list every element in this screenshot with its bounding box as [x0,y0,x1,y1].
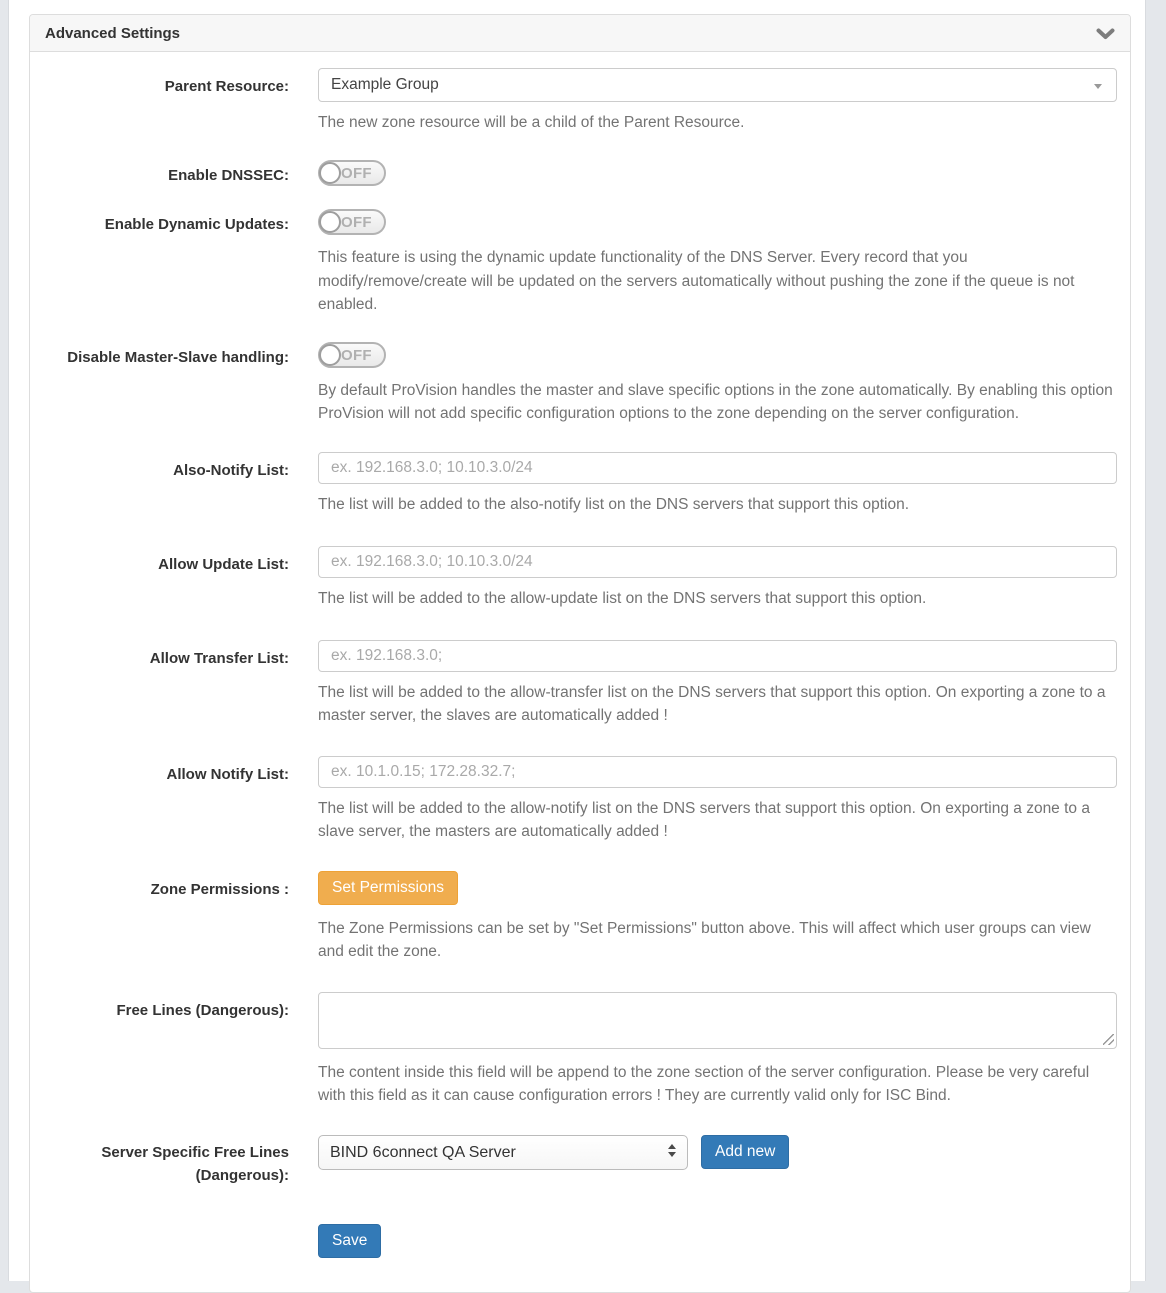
enable-dnssec-toggle-state: OFF [341,164,372,182]
disable-master-slave-toggle[interactable] [318,342,386,368]
content-sheet [8,0,1146,1281]
field-row-server-specific-free-lines [30,1135,1130,1188]
parent-resource-selected-value: Example Group [331,76,439,93]
zone-permissions-label: Zone Permissions : [150,881,289,898]
disable-master-slave-toggle-state: OFF [341,346,372,364]
toggle-knob-icon [319,344,341,366]
save-button[interactable]: Save [318,1224,381,1258]
allow-update-label: Allow Update List: [158,555,289,573]
free-lines-textarea[interactable] [318,992,1117,1049]
field-row-disable-master-slave [30,342,1130,426]
server-specific-select[interactable] [318,1135,688,1170]
allow-update-help: The list will be added to the allow-update list on the DNS servers that support this option. [318,589,927,607]
enable-dnssec-label: Enable DNSSEC: [168,167,289,185]
allow-transfer-help: The list will be added to the allow-transfer list on the DNS servers that support this option. On exporting a zone to a master server, the slaves are automatically added ! [318,684,1106,725]
field-row-allow-notify [30,756,1130,844]
also-notify-help: The list will be added to the also-notify list on the DNS servers that support this option. [318,495,910,513]
enable-dynamic-updates-label: Enable Dynamic Updates: [104,216,289,234]
panel-title: Advanced Settings [45,25,181,42]
add-new-button[interactable]: Add new [701,1135,789,1169]
dropdown-arrow-icon [1094,84,1102,89]
field-row-enable-dnssec [30,160,1130,189]
enable-dynamic-updates-toggle[interactable] [318,209,386,235]
also-notify-input[interactable] [318,452,1117,484]
disable-master-slave-label: Disable Master-Slave handling: [67,349,289,366]
save-row [30,1224,1130,1258]
allow-transfer-input[interactable] [318,640,1117,672]
allow-update-input[interactable] [318,546,1117,578]
field-row-parent-resource [30,68,1130,134]
free-lines-help: The content inside this field will be append to the zone section of the server configuration. Please be very careful with this field as it can cause configuration errors ! They are currently valid only for ISC Bind. [318,1063,1090,1104]
panel-header[interactable] [30,15,1130,52]
enable-dynamic-updates-help: This feature is using the dynamic update functionality of the DNS Server. Every record that you modify/remove/create will be updated on the servers automatically without pushing the zone if the queue is not enabled. [318,249,1075,313]
save-row-spacer [30,1224,318,1258]
parent-resource-label: Parent Resource: [164,78,289,95]
zone-permissions-help: The Zone Permissions can be set by "Set Permissions" button above. This will affect which user groups can view and edit the zone. [318,920,1091,961]
parent-resource-help: The new zone resource will be a child of the Parent Resource. [318,114,745,131]
parent-resource-dropdown[interactable] [318,68,1117,102]
toggle-knob-icon [319,211,341,233]
panel-body [30,52,1130,1292]
set-permissions-button[interactable]: Set Permissions [318,871,458,905]
field-row-also-notify [30,452,1130,516]
also-notify-label: Also-Notify List: [173,461,289,479]
enable-dnssec-toggle[interactable] [318,160,386,186]
server-specific-free-lines-label: Server Specific Free Lines (Dangerous): [101,1144,289,1185]
enable-dynamic-updates-toggle-state: OFF [341,213,372,231]
allow-notify-input[interactable] [318,756,1117,788]
allow-transfer-label: Allow Transfer List: [149,650,289,667]
toggle-knob-icon [319,162,341,184]
chevron-down-icon[interactable] [1096,28,1115,40]
field-row-allow-transfer [30,640,1130,728]
free-lines-label: Free Lines (Dangerous): [116,1001,289,1019]
field-row-allow-update [30,546,1130,610]
field-row-free-lines [30,992,1130,1108]
advanced-settings-panel [29,14,1131,1293]
field-row-zone-permissions [30,871,1130,964]
allow-notify-label: Allow Notify List: [166,765,289,783]
disable-master-slave-help: By default ProVision handles the master and slave specific options in the zone automatically. By enabling this option ProVision will not add specific configuration options to the zone depending on the server configuration. [318,382,1113,423]
allow-notify-help: The list will be added to the allow-notify list on the DNS servers that support this option. On exporting a zone to a slave server, the masters are automatically added ! [318,799,1090,840]
field-row-enable-dynamic-updates [30,209,1130,316]
